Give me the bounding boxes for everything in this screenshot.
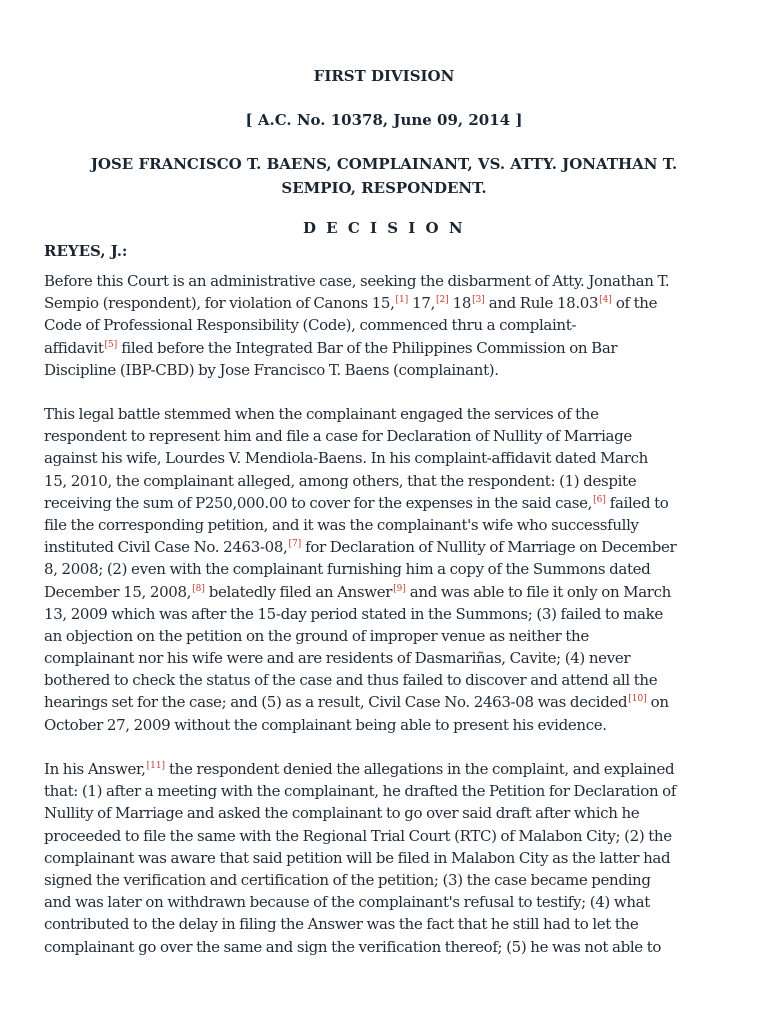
- text-line: [44, 758, 724, 780]
- text-run: 8, 2008; (2) even with the complainant furnishing him a copy of the Summons dated: [44, 560, 651, 579]
- text-run: Before this Court is an administrative case, seeking the disbarment of Atty. Jonathan T.: [44, 272, 670, 290]
- text-run: receiving the sum of P250,000.00 to cover for the expenses in the said case,: [44, 493, 593, 512]
- text-run: complainant nor his wife were and are residents of Dasmariñas, Cavite; (4) never: [44, 649, 631, 668]
- text-run: hearings set for the case; and (5) as a result, Civil Case No. 2463-08 was decided: [44, 693, 628, 712]
- text-run: Code of Professional Responsibility (Code), commenced thru a complaint-: [44, 316, 577, 335]
- text-line: [44, 780, 724, 802]
- text-line: [44, 869, 724, 891]
- parties-line-2: SEMPIO, RESPONDENT.: [281, 179, 487, 197]
- footnote-link[interactable]: [11]: [146, 761, 166, 771]
- text-line: [44, 470, 724, 492]
- text-run: 15, 2010, the complainant alleged, among others, that the respondent: (1) despite: [44, 471, 637, 490]
- text-line: [44, 270, 724, 292]
- text-run: filed before the Integrated Bar of the Philippines Commission on Bar: [117, 338, 618, 357]
- case-number: [ A.C. No. 10378, June 09, 2014 ]: [245, 111, 523, 129]
- text-run: 17,: [408, 294, 435, 313]
- footnote-link[interactable]: [10]: [628, 694, 647, 705]
- text-run: the respondent denied the allegations in the complaint, and explained: [165, 760, 675, 778]
- text-line: [44, 913, 724, 935]
- text-line: [44, 891, 724, 913]
- text-run: In his Answer,: [44, 760, 146, 778]
- paragraph: [44, 270, 724, 381]
- text-run: and Rule 18.03: [484, 294, 599, 313]
- text-run: respondent to represent him and file a case for Declaration of Nullity of Marriage: [44, 427, 632, 446]
- footnote-link[interactable]: [5]: [104, 339, 118, 350]
- parties-line-1: JOSE FRANCISCO T. BAENS, COMPLAINANT, VS. ATTY. JONATHAN T.: [90, 155, 678, 173]
- text-run: Nullity of Marriage and asked the complainant to go over said draft after which he: [44, 804, 640, 823]
- text-run: signed the verification and certification of the petition; (3) the case became pending: [44, 870, 651, 889]
- text-run: 18: [448, 294, 472, 313]
- text-run: that: (1) after a meeting with the complainant, he drafted the Petition for Declaration of: [44, 782, 677, 801]
- footnote-link[interactable]: [2]: [436, 295, 449, 306]
- text-line: [44, 936, 724, 958]
- text-line: [44, 314, 724, 336]
- text-line: [44, 514, 724, 536]
- text-line: [44, 492, 724, 514]
- text-run: file the corresponding petition, and it was the complainant's wife who successfully: [44, 515, 639, 534]
- case-parties: [0, 152, 768, 200]
- text-run: for Declaration of Nullity of Marriage on December: [301, 538, 677, 557]
- text-run: an objection on the petition on the ground of improper venue as neither the: [44, 626, 589, 645]
- text-run: against his wife, Lourdes V. Mendiola-Baens. In his complaint-affidavit dated March: [44, 449, 648, 468]
- text-run: complainant go over the same and sign the verification thereof; (5) he was not able to: [44, 937, 662, 956]
- text-line: [44, 802, 724, 824]
- text-line: [44, 337, 724, 359]
- footnote-link[interactable]: [1]: [395, 295, 409, 306]
- text-run: affidavit: [44, 338, 104, 357]
- paragraph: [44, 403, 724, 736]
- text-run: and was able to file it only on March: [405, 582, 671, 601]
- text-line: [44, 603, 724, 625]
- text-line: [44, 669, 724, 691]
- text-run: belatedly filed an Answer: [204, 582, 393, 601]
- text-line: [44, 625, 724, 647]
- text-run: Discipline (IBP-CBD) by Jose Francisco T. Baens (complainant).: [44, 360, 499, 379]
- footnote-link[interactable]: [6]: [593, 494, 606, 505]
- text-run: October 27, 2009 without the complainant being able to present his evidence.: [44, 715, 607, 734]
- text-line: [44, 403, 724, 425]
- text-run: and was later on withdrawn because of the complainant's refusal to testify; (4) what: [44, 893, 650, 912]
- decision-heading: D E C I S I O N: [302, 219, 466, 237]
- ponente: REYES, J.:: [44, 242, 128, 260]
- text-line: [44, 292, 724, 314]
- text-run: 13, 2009 which was after the 15-day period stated in the Summons; (3) failed to make: [44, 604, 663, 623]
- text-line: [44, 647, 724, 669]
- text-line: [44, 359, 724, 381]
- text-line: [44, 847, 724, 869]
- footnote-link[interactable]: [3]: [472, 295, 485, 306]
- text-run: bothered to check the status of the case and thus failed to discover and attend all the: [44, 671, 658, 690]
- text-run: proceeded to file the same with the Regional Trial Court (RTC) of Malabon City; (2) the: [44, 826, 672, 845]
- text-line: [44, 447, 724, 469]
- text-run: This legal battle stemmed when the complainant engaged the services of the: [44, 405, 599, 423]
- text-line: [44, 714, 724, 736]
- text-line: [44, 581, 724, 603]
- footnote-link[interactable]: [9]: [393, 583, 406, 594]
- text-run: instituted Civil Case No. 2463-08,: [44, 538, 288, 557]
- text-run: complainant was aware that said petition will be filed in Malabon City as the latter had: [44, 848, 671, 867]
- footnote-link[interactable]: [4]: [599, 295, 612, 306]
- division-heading: FIRST DIVISION: [313, 67, 455, 85]
- text-run: failed to: [605, 493, 669, 512]
- text-line: [44, 425, 724, 447]
- footnote-link[interactable]: [8]: [192, 583, 205, 594]
- text-line: [44, 691, 724, 713]
- text-run: Sempio (respondent), for violation of Canons 15,: [44, 294, 395, 313]
- paragraph: [44, 758, 724, 958]
- text-run: December 15, 2008,: [44, 582, 192, 601]
- text-line: [44, 558, 724, 580]
- text-run: on: [646, 693, 669, 712]
- text-line: [44, 536, 724, 558]
- text-run: of the: [611, 294, 658, 313]
- text-line: [44, 825, 724, 847]
- footnote-link[interactable]: [7]: [288, 539, 302, 550]
- text-run: contributed to the delay in filing the Answer was the fact that he still had to let the: [44, 915, 639, 934]
